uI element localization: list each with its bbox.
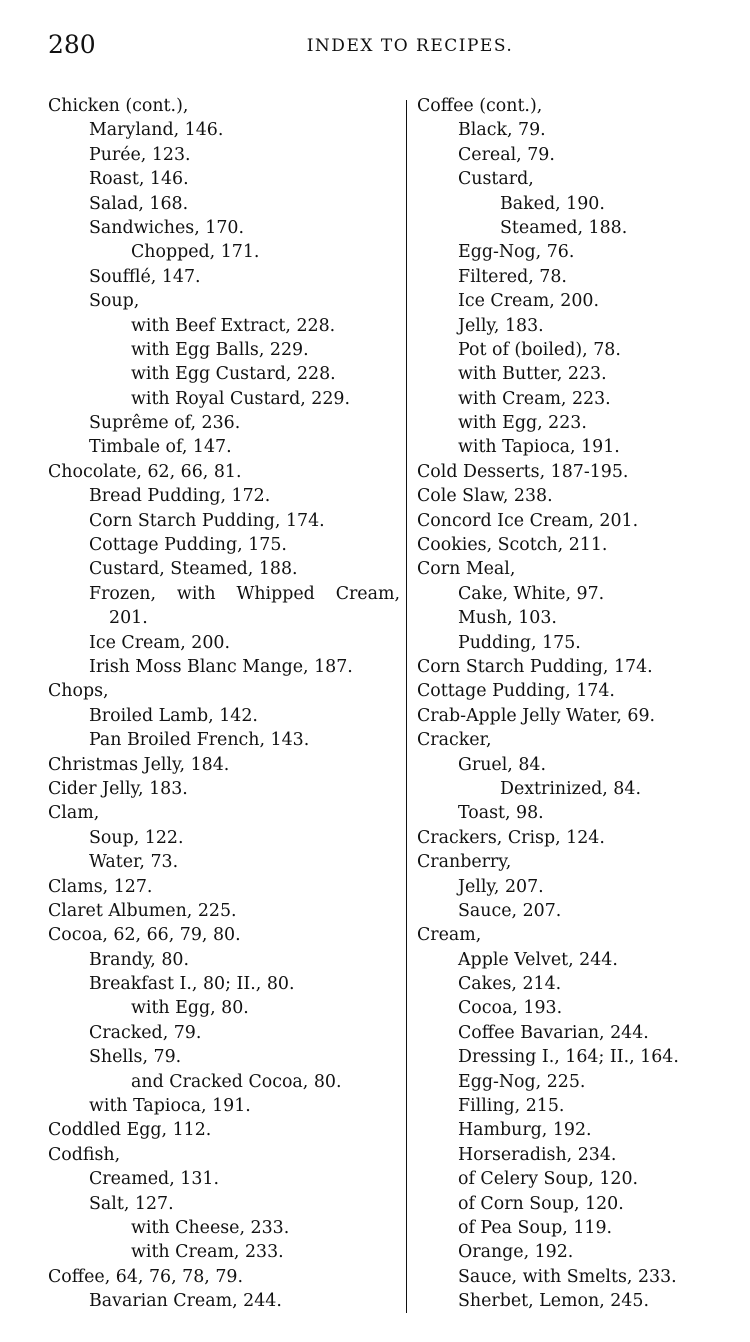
index-subentry: Mush, 103. — [458, 608, 557, 629]
index-subentry: Ice Cream, 200. — [89, 632, 230, 653]
index-subentry: with Egg, 80. — [131, 998, 249, 1019]
index-subentry: Gruel, 84. — [458, 754, 546, 775]
index-subentry: Timbale of, 147. — [89, 437, 232, 458]
index-subentry: Maryland, 146. — [89, 120, 224, 141]
index-heading: Crab-Apple Jelly Water, 69. — [417, 705, 656, 726]
index-heading: Christmas Jelly, 184. — [48, 754, 230, 775]
index-subentry: with Cream, 223. — [458, 388, 611, 409]
index-subentry: Egg-Nog, 225. — [458, 1071, 586, 1092]
index-heading: Corn Meal, — [417, 559, 516, 580]
index-subentry: Soufflé, 147. — [89, 266, 201, 287]
index-subentry: with Cream, 233. — [131, 1242, 284, 1263]
index-subentry: Irish Moss Blanc Mange, 187. — [89, 656, 353, 677]
index-subentry: of Pea Soup, 119. — [458, 1217, 613, 1238]
index-subentry: Creamed, 131. — [89, 1169, 219, 1190]
index-subentry: Coffee Bavarian, 244. — [458, 1022, 649, 1043]
index-subentry: and Cracked Cocoa, 80. — [131, 1071, 342, 1092]
index-heading: Cracker, — [417, 730, 492, 751]
index-subentry: Salt, 127. — [89, 1193, 174, 1214]
index-subentry: Ice Cream, 200. — [458, 291, 599, 312]
index-subentry: Cocoa, 193. — [458, 998, 563, 1019]
index-subentry: with Royal Custard, 229. — [131, 388, 351, 409]
index-subentry: Breakfast I., 80; II., 80. — [89, 974, 295, 995]
index-subentry: Frozen, with Whipped Cream, — [89, 583, 400, 604]
index-subentry: with Beef Extract, 228. — [131, 315, 336, 336]
index-heading: Cottage Pudding, 174. — [417, 681, 615, 702]
index-subentry: Brandy, 80. — [89, 949, 190, 970]
index-subentry: Jelly, 207. — [458, 876, 544, 897]
index-subentry: Corn Starch Pudding, 174. — [89, 510, 325, 531]
index-heading: Chicken (cont.), — [48, 96, 189, 116]
index-subentry: Bavarian Cream, 244. — [89, 1291, 282, 1312]
index-subentry: with Egg Custard, 228. — [131, 364, 336, 385]
index-subentry: with Egg Balls, 229. — [131, 339, 309, 360]
index-heading: Coffee (cont.), — [417, 96, 543, 116]
index-subentry: 201. — [109, 608, 148, 629]
index-subentry: Baked, 190. — [500, 193, 605, 214]
index-heading: Codfish, — [48, 1144, 121, 1165]
index-subentry: Cake, White, 97. — [458, 583, 605, 604]
index-heading: Crackers, Crisp, 124. — [417, 827, 605, 848]
page-number: 280 — [48, 30, 96, 59]
index-heading: Clams, 127. — [48, 876, 153, 897]
index-subentry: Purée, 123. — [89, 144, 191, 165]
index-subentry: Shells, 79. — [89, 1047, 182, 1068]
index-heading: Coddled Egg, 112. — [48, 1120, 212, 1141]
index-heading: Cranberry, — [417, 852, 512, 873]
index-subentry: Cottage Pudding, 175. — [89, 535, 287, 556]
index-subentry: Chopped, 171. — [131, 242, 260, 263]
index-heading: Cold Desserts, 187-195. — [417, 461, 629, 482]
index-subentry: Sauce, 207. — [458, 900, 562, 921]
index-subentry: Steamed, 188. — [500, 217, 628, 238]
index-heading: Chocolate, 62, 66, 81. — [48, 461, 242, 482]
index-subentry: Apple Velvet, 244. — [458, 949, 618, 970]
index-subentry: Salad, 168. — [89, 193, 189, 214]
index-heading: Coffee, 64, 76, 78, 79. — [48, 1266, 243, 1287]
index-subentry: Sherbet, Lemon, 245. — [458, 1291, 649, 1312]
index-subentry: with Egg, 223. — [458, 413, 587, 434]
column-divider — [406, 100, 407, 1313]
index-subentry: Dressing I., 164; II., 164. — [458, 1047, 679, 1068]
index-heading: Concord Ice Cream, 201. — [417, 510, 639, 531]
index-subentry: Cakes, 214. — [458, 974, 562, 995]
index-subentry: Pot of (boiled), 78. — [458, 339, 621, 360]
index-subentry: Sandwiches, 170. — [89, 217, 244, 238]
index-subentry: Dextrinized, 84. — [500, 778, 641, 799]
index-subentry: Filling, 215. — [458, 1096, 565, 1117]
index-subentry: with Butter, 223. — [458, 364, 607, 385]
index-heading: Corn Starch Pudding, 174. — [417, 656, 653, 677]
index-column-right — [417, 94, 717, 1314]
index-heading: Cole Slaw, 238. — [417, 486, 553, 507]
index-subentry: Pudding, 175. — [458, 632, 581, 653]
index-subentry: Custard, — [458, 169, 534, 190]
index-subentry: with Cheese, 233. — [131, 1217, 290, 1238]
index-subentry: Hamburg, 192. — [458, 1120, 592, 1141]
index-subentry: Egg-Nog, 76. — [458, 242, 575, 263]
index-subentry: Pan Broiled French, 143. — [89, 730, 310, 751]
index-subentry: Cracked, 79. — [89, 1022, 202, 1043]
index-subentry: of Celery Soup, 120. — [458, 1169, 639, 1190]
index-subentry: Water, 73. — [89, 852, 179, 873]
index-column-left — [48, 94, 400, 1314]
index-subentry: Broiled Lamb, 142. — [89, 705, 258, 726]
index-heading: Cookies, Scotch, 211. — [417, 535, 608, 556]
index-heading: Chops, — [48, 681, 109, 702]
index-subentry: Custard, Steamed, 188. — [89, 559, 298, 580]
index-subentry: Suprême of, 236. — [89, 413, 241, 434]
index-subentry: Bread Pudding, 172. — [89, 486, 271, 507]
index-subentry: Filtered, 78. — [458, 266, 567, 287]
index-subentry: Orange, 192. — [458, 1242, 574, 1263]
index-subentry: Soup, — [89, 291, 140, 312]
index-subentry: Black, 79. — [458, 120, 546, 141]
index-subentry: Horseradish, 234. — [458, 1144, 617, 1165]
index-subentry: Soup, 122. — [89, 827, 184, 848]
running-head: INDEX TO RECIPES. — [306, 36, 514, 56]
index-subentry: Roast, 146. — [89, 169, 189, 190]
index-subentry: with Tapioca, 191. — [89, 1096, 251, 1117]
index-heading: Cocoa, 62, 66, 79, 80. — [48, 925, 241, 946]
index-subentry: with Tapioca, 191. — [458, 437, 620, 458]
index-subentry: Toast, 98. — [458, 803, 544, 824]
index-heading: Cider Jelly, 183. — [48, 778, 188, 799]
index-subentry: Jelly, 183. — [458, 315, 544, 336]
index-subentry: of Corn Soup, 120. — [458, 1193, 624, 1214]
index-subentry: Cereal, 79. — [458, 144, 555, 165]
index-heading: Claret Albumen, 225. — [48, 900, 237, 921]
index-subentry: Sauce, with Smelts, 233. — [458, 1266, 677, 1287]
index-heading: Cream, — [417, 925, 482, 946]
index-heading: Clam, — [48, 803, 100, 824]
